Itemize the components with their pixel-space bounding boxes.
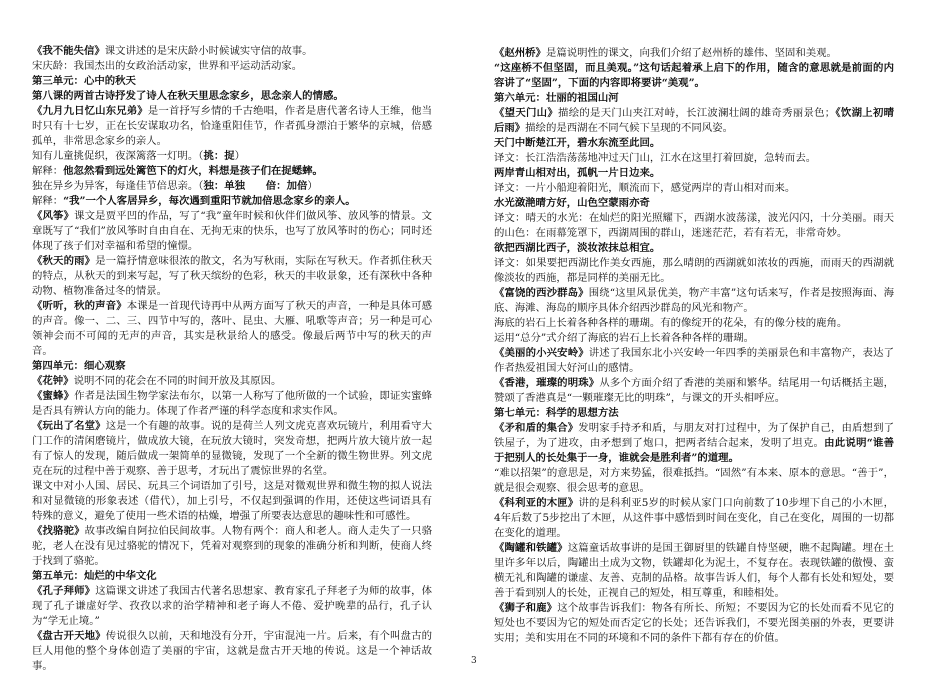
section-heading xyxy=(494,91,894,106)
text-run: 课文中对小人国、居民、玩具三个词语加了引号，这是对微观世界和微生物的拟人说法和对显微镜的形象表述（借代），加上引号，不仅起到强调的作用，还使这些词语具有特殊的意义，避免了使用一些术语的枯燥，增强了所要表达意思的趣味性和可感性。 xyxy=(32,480,432,522)
bold-text: 《找骆驼》 xyxy=(32,525,85,537)
bold-text: 《听听，秋的声音》 xyxy=(32,300,127,312)
text-run: 说明不同的花会在不同的时间开放及其原因。 xyxy=(73,375,282,387)
bold-text: 水光潋滟晴方好，山色空蒙雨亦奇 xyxy=(494,197,650,209)
text-run: 是一首抒写乡情的千古绝唱，作者是唐代著名诗人王维，他当时只有十七岁，正在长安谋取功名，恰逢重阳佳节，作者孤身漂泊于繁华的京城，倍感孤单，非常思念家乡的亲人。 xyxy=(32,105,433,147)
paragraph xyxy=(32,479,432,524)
text-run: 这个故事告诉我们：物各有所长、所短；不要因为它的长处而看不见它的短处也不要因为它的短处而否定它的长处；还告诉我们，不要光图美丽的外表，更要讲实用；美和实用在不同的环境和不同的条件下都有存在的价值。 xyxy=(494,602,895,644)
text-run: 从多个方面介绍了香港的美丽和繁华。结尾用一句话概括主题，赞颂了香港真是“一颗璀璨无比的明珠”，与课文的开头相呼应。 xyxy=(494,377,895,404)
paragraph xyxy=(494,316,894,331)
bold-text: 欲把西湖比西子，淡妆浓抹总相宜。 xyxy=(494,242,661,254)
text-run: 海底的岩石上长着各种各样的珊瑚。有的像绽开的花朵，有的像分枝的鹿角。 xyxy=(494,317,848,329)
bold-text: 《矛和盾的集合》 xyxy=(494,422,579,434)
paragraph xyxy=(494,541,894,601)
bold-text: 《富饶的西沙群岛》 xyxy=(494,287,589,299)
paragraph xyxy=(494,151,894,166)
bold-text: 第八课的两首古诗抒发了诗人在秋天里思念家乡，思念亲人的情感。 xyxy=(32,90,344,102)
paragraph xyxy=(32,584,432,629)
paragraph xyxy=(494,331,894,346)
bold-text: 《赵州桥》 xyxy=(494,47,546,59)
page-number: 3 xyxy=(471,656,477,666)
paragraph xyxy=(32,374,432,389)
bold-text: 《九月九日忆山东兄弟》 xyxy=(32,105,148,117)
bold-text: 第五单元：灿烂的中华文化 xyxy=(32,570,157,582)
paragraph xyxy=(32,194,432,209)
bold-text: 《科利亚的木匣》 xyxy=(494,497,579,509)
paragraph xyxy=(494,601,894,646)
text-run: 解释： xyxy=(32,165,64,177)
bold-text: 《望天门山》 xyxy=(494,107,559,119)
text-run: 是篇说明性的课文，向我们介绍了赵州桥的雄伟、坚固和美观。 xyxy=(545,47,837,59)
text-run: 本课是一首现代诗再中从两方面写了秋天的声音，一种是具体可感的声音。像一、二、三、四节中写的，落叶、昆虫、大雁、吼歌等声音；另一种是可心领神会而不可闻的无声的声音，其实是秋景给人的感受。像最后两节中写的秋天的声音。 xyxy=(32,300,433,357)
bold-text: 《玩出了名堂》 xyxy=(32,420,106,432)
paragraph xyxy=(494,376,894,406)
text-run: 运用“总分”式介绍了海底的岩石上长着各种各样的珊瑚。 xyxy=(494,332,754,344)
section-heading xyxy=(32,89,432,104)
paragraph xyxy=(32,164,432,179)
bold-text: “我”一个人客居异乡，每次遇到重阳节就加倍思念家乡的亲人。 xyxy=(63,195,356,207)
bold-text: 第三单元：心中的秋天 xyxy=(32,75,136,87)
paragraph xyxy=(494,421,894,466)
paragraph xyxy=(494,211,894,241)
paragraph xyxy=(494,166,894,181)
paragraph xyxy=(32,59,432,74)
section-heading xyxy=(32,359,432,374)
paragraph xyxy=(494,61,894,91)
section-heading xyxy=(32,569,432,584)
text-run: 解释： xyxy=(32,195,64,207)
text-run: 知有儿童挑促织，夜深篱落一灯明。（ xyxy=(32,150,204,162)
paragraph xyxy=(32,44,432,59)
text-run: “难以招架”的意思是，对方来势猛，很难抵挡。“固然”有本来、原本的意思。“善于”，就是很会观察、很会思考的意思。 xyxy=(494,467,894,494)
paragraph xyxy=(32,104,432,149)
bold-text: 《秋天的雨》 xyxy=(32,255,96,267)
bold-text: 《我不能失信》 xyxy=(32,45,105,57)
text-run: 讲述了我国东北小兴安岭一年四季的美丽景色和丰富物产，表达了作者热爱祖国大好河山的感情。 xyxy=(494,347,895,374)
bold-text: 《盘古开天地》 xyxy=(32,630,106,642)
paragraph xyxy=(494,286,894,316)
paragraph xyxy=(32,149,432,164)
paragraph xyxy=(494,46,894,61)
paragraph xyxy=(494,136,894,151)
paragraph xyxy=(32,179,432,194)
text-run: 讲的是科利亚5岁的时候从家门口向前数了10步埋下自己的小木匣，4年后数了5步挖出了木匣，从这件事中感悟到时间在变化，自己在变化，周围的一切都在变化的道理。 xyxy=(494,497,894,539)
paragraph xyxy=(494,496,894,541)
paragraph xyxy=(494,346,894,376)
bold-text: 两岸青山相对出，孤帆一片日边来。 xyxy=(494,167,661,179)
left-column xyxy=(32,44,432,674)
text-run: 课文讲述的是宋庆龄小时候诚实守信的故事。 xyxy=(104,45,313,57)
bold-text: 《饮湖上初晴后雨》 xyxy=(494,107,895,134)
paragraph xyxy=(494,466,894,496)
bold-text: 独：单独 倍：加倍 xyxy=(203,180,308,192)
text-run: 作者是法国生物学家法布尔，以第一人称写了他所做的一个试验，即证实蜜蜂是否具有辨认方向的能力。体现了作者严谨的科学态度和求实作风。 xyxy=(32,390,433,417)
text-run: 课文是贾平凹的作品，写了“我”童年时候和伙伴们做风筝、放风筝的情景。文章既写了“我们”放风筝时自由自在、无拘无束的快乐，也写了放风筝时的伤心；同时还体现了孩子们对幸福和希望的憧憬。 xyxy=(32,210,433,252)
text-run: 故事改编自阿拉伯民间故事。人物有两个：商人和老人。商人走失了一只骆驼，老人在没有见过骆驼的情况下，凭着对观察到的现象的准确分析和判断，使商人终于找到了骆驼。 xyxy=(32,525,433,567)
text-run: 传说很久以前，天和地没有分开，宇宙混沌一片。后来，有个叫盘古的巨人用他的整个身体创造了美丽的宇宙，这就是盘古开天地的传说。这是一个神话故事。 xyxy=(32,630,433,672)
bold-text: 挑：捉 xyxy=(203,150,235,162)
bold-text: 《蜜蜂》 xyxy=(32,390,75,402)
bold-text: “这座桥不但坚固，而且美观。”这句话起着承上启下的作用，随含的意思就是前面的内容讲了“坚固”，下面的内容即将要讲“美观”。 xyxy=(494,62,894,89)
text-run: 译文：长江浩浩荡荡地冲过天门山，江水在这里打着回旋，急转而去。 xyxy=(494,152,817,164)
text-run: 独在异乡为异客，每逢佳节倍思亲。（ xyxy=(32,180,204,192)
bold-text: 《香港，璀璨的明珠》 xyxy=(494,377,600,389)
text-run: 宋庆龄：我国杰出的女政治活动家，世界和平运动活动家。 xyxy=(32,60,303,72)
paragraph xyxy=(494,181,894,196)
paragraph xyxy=(32,419,432,479)
text-run: ） xyxy=(307,180,318,192)
text-run: ） xyxy=(234,150,246,162)
text-run: 译文：晴天的水光：在灿烂的阳光照耀下，西湖水波荡漾，波光闪闪，十分美丽。雨天的山色：在雨幕笼罩下，西湖周围的群山，迷迷茫茫，若有若无，非常奇妙。 xyxy=(494,212,894,239)
paragraph xyxy=(32,389,432,419)
bold-text: 《孔子拜师》 xyxy=(32,585,96,597)
paragraph xyxy=(494,241,894,256)
text-run: 描绘的是西湖在不同气候下呈现的不同风姿。 xyxy=(525,122,733,134)
bold-text: 由此说明“谁善于把别人的长处集于一身，谁就会是胜利者”的道理。 xyxy=(494,437,894,464)
text-run: 译文：如果要把西湖比作美女西施，那么晴朗的西湖就如浓妆的西施，而雨天的西湖就像淡妆的西施，都是同样的美丽无比。 xyxy=(494,257,894,284)
text-run: 发明家手持矛和盾，与朋友对打过程中，为了保护自己，由盾想到了铁屋子，为了进攻，由矛想到了炮口，把两者结合起来，发明了坦克。 xyxy=(494,422,895,449)
bold-text: 《风筝》 xyxy=(32,210,75,222)
paragraph xyxy=(32,629,432,674)
bold-text: 第四单元：细心观察 xyxy=(32,360,126,372)
text-run: 描绘的是天门山夹江对峙，长江波澜壮阔的雄奇秀丽景色； xyxy=(558,107,836,119)
text-run: 这篇童话故事讲的是国王御厨里的铁罐自恃坚硬，瞧不起陶罐。埋在土里许多年以后，陶罐出土成为文物，铁罐却化为泥土，不复存在。表现铁罐的傲慢、蛮横无礼和陶罐的谦虚、友善、克制的品格。故事告诉人们，每个人都有长处和短处，要善于看到别人的长处，正视自己的短处，相互尊重，和睦相处。 xyxy=(494,542,895,599)
bold-text: 《陶罐和铁罐》 xyxy=(494,542,568,554)
right-column xyxy=(494,46,894,646)
paragraph xyxy=(32,524,432,569)
bold-text: 他忽然看到远处篱笆下的灯火，料想是孩子们在捉蟋蟀。 xyxy=(63,165,323,177)
text-run: 译文：一片小船迎着阳光，顺流而下，感觉两岸的青山相对而来。 xyxy=(494,182,796,194)
bold-text: 第六单元：壮丽的祖国山河 xyxy=(494,92,619,104)
section-heading xyxy=(494,406,894,421)
text-run: 这是一个有趣的故事。说的是荷兰人列文虎克喜欢玩镜片，利用看守大门工作的清闲磨镜片，做成放大镜，在玩放大镜时，突发奇想，把两片放大镜片放一起有了惊人的发现，随后做成一架简单的显微镜，发现了一个全新的微生物世界。列文虎克在玩的过程中善于观察、善于思考，才玩出了震惊世界的名堂。 xyxy=(32,420,433,477)
section-heading xyxy=(32,74,432,89)
paragraph xyxy=(32,209,432,254)
bold-text: 《美丽的小兴安岭》 xyxy=(494,347,589,359)
bold-text: 《花钟》 xyxy=(32,375,74,387)
bold-text: 《狮子和鹿》 xyxy=(494,602,558,614)
paragraph xyxy=(494,196,894,211)
paragraph xyxy=(494,256,894,286)
paragraph xyxy=(32,299,432,359)
paragraph xyxy=(494,106,894,136)
text-run: 这篇课文讲述了我国古代著名思想家、教育家孔子拜老子为师的故事，体现了孔子谦虚好学、孜孜以求的治学精神和老子诲人不倦、爱护晚辈的品行，孔子认为“学无止境。” xyxy=(32,585,433,627)
bold-text: 第七单元：科学的思想方法 xyxy=(494,407,619,419)
bold-text: 天门中断楚江开，碧水东流至此回。 xyxy=(494,137,661,149)
text-run: 围绕“这里风景优美，物产丰富”这句话来写，作者是按照海面、海底、海滩、海岛的顺序具体介绍西沙群岛的风光和物产。 xyxy=(494,287,895,314)
paragraph xyxy=(32,254,432,299)
text-run: 是一篇抒情意味很浓的散文，名为写秋雨，实际在写秋天。作者抓住秋天的特点，从秋天的到来写起，写了秋天缤纷的色彩，秋天的丰收景象，还有深秋中各种动物、植物准备过冬的情景。 xyxy=(32,255,433,297)
